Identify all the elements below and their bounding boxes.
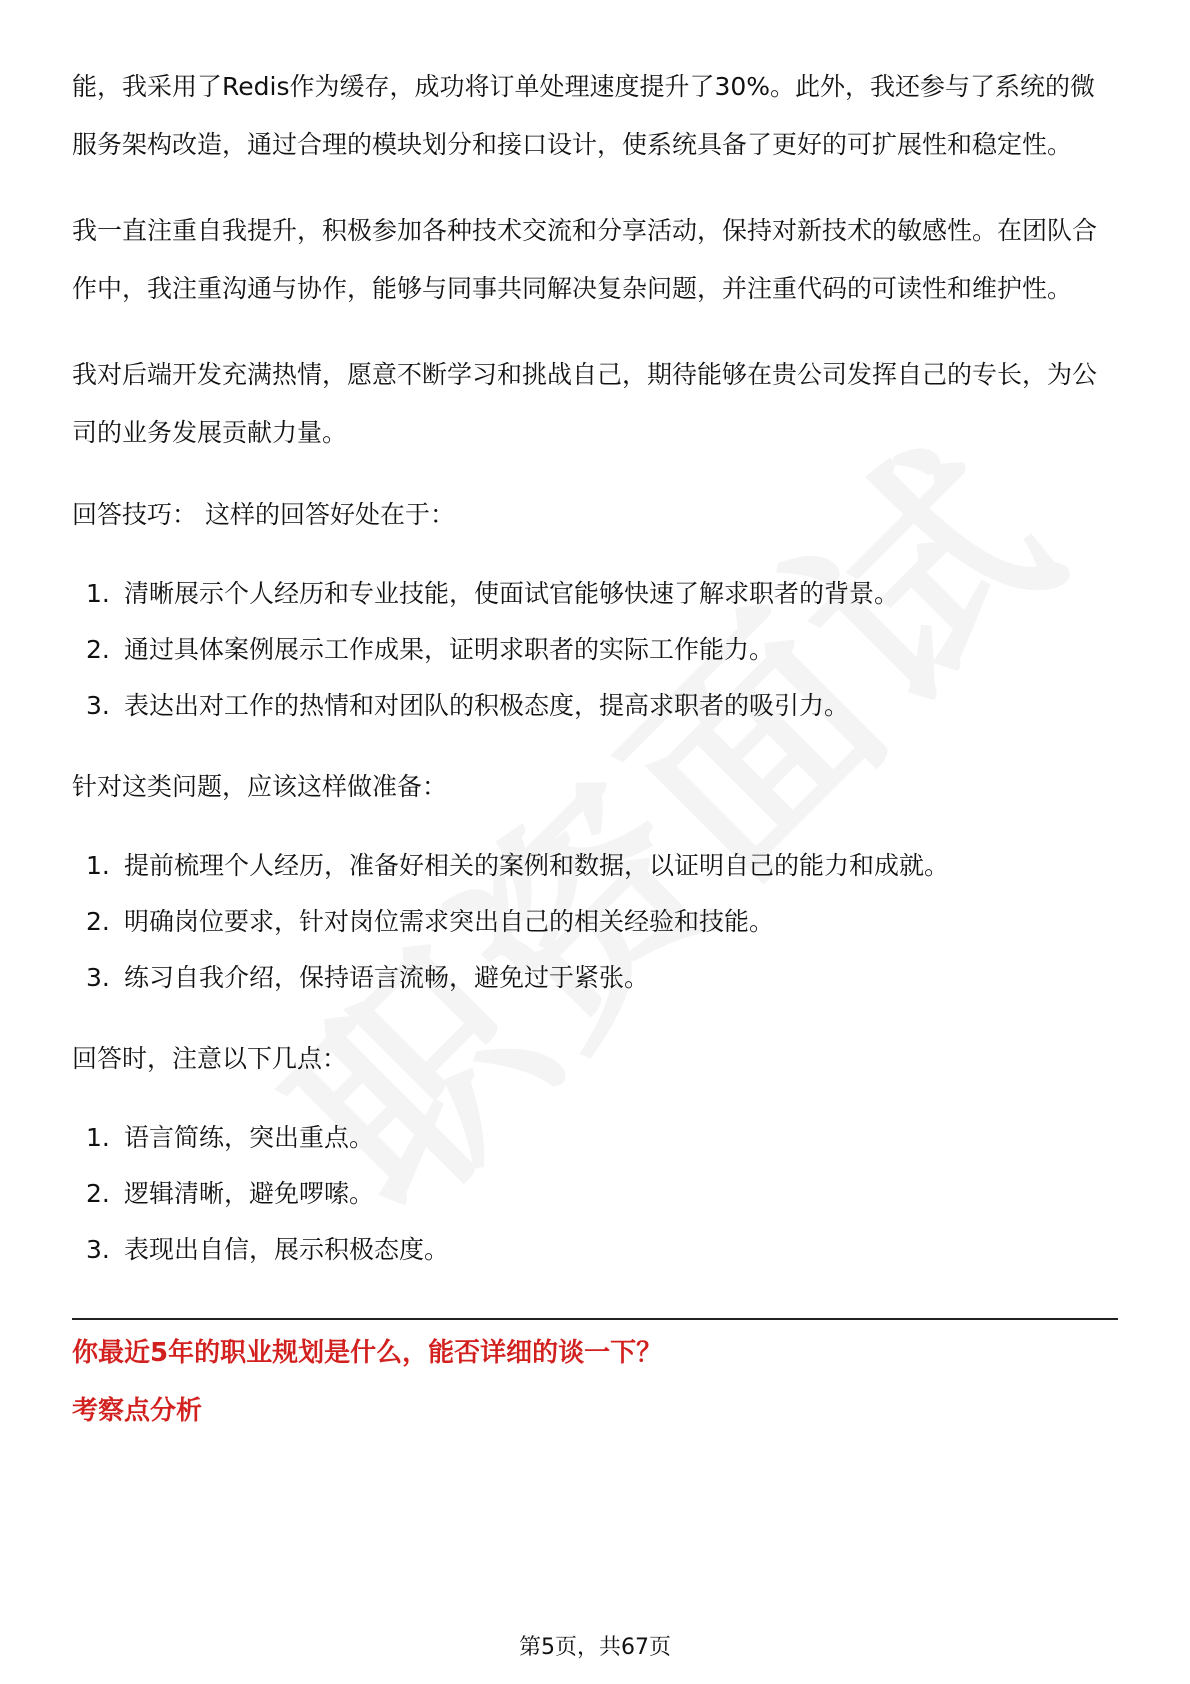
next-question-title: 你最近5年的职业规划是什么，能否详细的谈一下？ bbox=[72, 1338, 663, 1368]
paragraph-2: 我一直注重自我提升，积极参加各种技术交流和分享活动，保持对新技术的敏感性。在团队合作中，我注重沟通与协作，能够与同事共同解决复杂问题，并注重代码的可读性和维护性。 bbox=[72, 216, 1098, 303]
list-number: 2. bbox=[86, 635, 110, 664]
list-item bbox=[86, 1222, 1118, 1278]
list-number: 1. bbox=[86, 851, 110, 880]
tips-heading: 回答技巧： 这样的回答好处在于： bbox=[72, 500, 455, 529]
tips-list bbox=[72, 566, 1118, 734]
list-text: 表现出自信，展示积极态度。 bbox=[124, 1235, 450, 1264]
list-item bbox=[86, 622, 1118, 678]
list-number: 3. bbox=[86, 1235, 110, 1264]
paragraph-3: 我对后端开发充满热情，愿意不断学习和挑战自己，期待能够在贵公司发挥自己的专长，为公司的业务发展贡献力量。 bbox=[72, 360, 1098, 447]
list-number: 1. bbox=[86, 1123, 110, 1152]
prepare-heading: 针对这类问题，应该这样做准备： bbox=[72, 772, 448, 801]
list-text: 明确岗位要求，针对岗位需求突出自己的相关经验和技能。 bbox=[124, 907, 775, 936]
list-text: 提前梳理个人经历，准备好相关的案例和数据，以证明自己的能力和成就。 bbox=[124, 851, 950, 880]
next-question-subtitle: 考察点分析 bbox=[72, 1396, 203, 1426]
list-text: 清晰展示个人经历和专业技能，使面试官能够快速了解求职者的背景。 bbox=[124, 579, 900, 608]
paragraph-1: 能，我采用了Redis作为缓存，成功将订单处理速度提升了30%。此外，我还参与了系统的微服务架构改造，通过合理的模块划分和接口设计，使系统具备了更好的可扩展性和稳定性。 bbox=[72, 72, 1096, 159]
list-item bbox=[86, 1166, 1118, 1222]
list-item bbox=[86, 566, 1118, 622]
list-text: 表达出对工作的热情和对团队的积极态度，提高求职者的吸引力。 bbox=[124, 691, 850, 720]
list-number: 3. bbox=[86, 691, 110, 720]
list-item bbox=[86, 838, 1118, 894]
list-item bbox=[86, 1110, 1118, 1166]
list-item bbox=[86, 950, 1118, 1006]
list-text: 练习自我介绍，保持语言流畅，避免过于紧张。 bbox=[124, 963, 650, 992]
list-number: 2. bbox=[86, 1179, 110, 1208]
list-item bbox=[86, 678, 1118, 734]
list-item bbox=[86, 894, 1118, 950]
notes-list bbox=[72, 1110, 1118, 1278]
list-number: 2. bbox=[86, 907, 110, 936]
list-number: 1. bbox=[86, 579, 110, 608]
page-footer: 第5页，共67页 bbox=[519, 1635, 671, 1660]
list-number: 3. bbox=[86, 963, 110, 992]
list-text: 逻辑清晰，避免啰嗦。 bbox=[124, 1179, 375, 1208]
prepare-list bbox=[72, 838, 1118, 1006]
document-body bbox=[72, 58, 1118, 1440]
list-text: 语言简练，突出重点。 bbox=[124, 1123, 375, 1152]
list-text: 通过具体案例展示工作成果，证明求职者的实际工作能力。 bbox=[124, 635, 775, 664]
notes-heading: 回答时，注意以下几点： bbox=[72, 1044, 348, 1073]
section-divider bbox=[72, 1318, 1118, 1320]
